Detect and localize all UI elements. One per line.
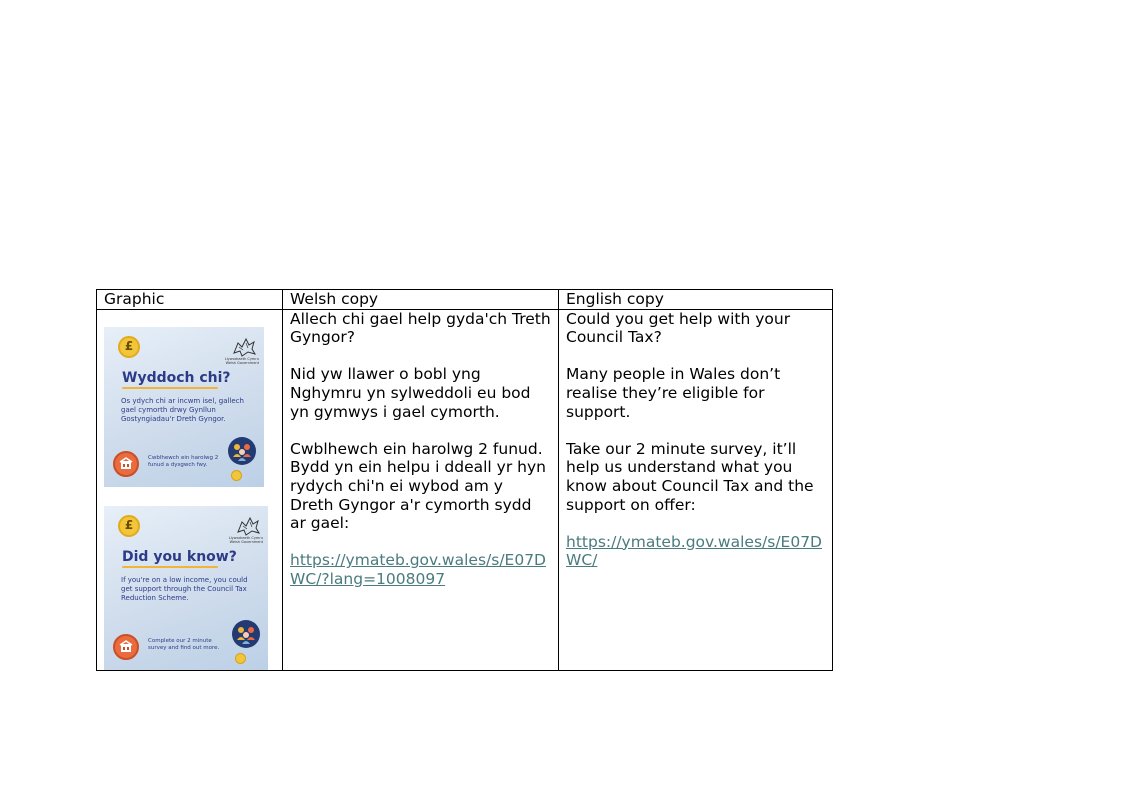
house-icon — [113, 634, 139, 660]
house-icon — [113, 451, 139, 477]
welsh-question: Allech chi gael help gyda'ch Treth Gyngor? — [290, 309, 551, 347]
welsh-survey-text: Cwblhewch ein harolwg 2 funud. Bydd yn ein helpu i ddeall yr hyn rydych chi'n ei wybod am y Dreth Gyngor a'r cymorth sydd ar gael: — [290, 439, 546, 533]
english-link-paragraph — [566, 533, 825, 570]
poster-call-to-action: Cwblhewch ein harolwg 2 funud a dysgwch fwy. — [148, 454, 219, 468]
english-survey-text: Take our 2 minute survey, it’ll help us understand what you know about Council Tax and the support on offer: — [566, 439, 814, 514]
welsh-copy-cell — [283, 309, 559, 670]
poster-title: Did you know? — [122, 548, 237, 565]
english-survey-link[interactable]: https://ymateb.gov.wales/s/E07DWC/ — [566, 532, 822, 570]
welsh-paragraph: Nid yw llawer o bobl yng Nghymru yn sylweddoli eu bod yn gymwys i gael cymorth. — [290, 365, 531, 421]
people-icon — [232, 620, 260, 648]
english-paragraph: Many people in Wales don’t realise they’re eligible for support. — [566, 365, 781, 421]
poster-body-text: Os ydych chi ar incwm isel, gallech gael cymorth drwy Gynllun Gostyngiadau'r Dreth Gyngor. — [121, 396, 244, 423]
english-copy-cell — [559, 309, 833, 670]
english-question: Could you get help with your Council Tax? — [566, 309, 791, 347]
poster-title: Wyddoch chi? — [122, 369, 231, 386]
government-logo-text: Llywodraeth Cymru Welsh Government — [224, 356, 259, 365]
government-logo-text: Llywodraeth Cymru Welsh Government — [228, 535, 263, 544]
content-table — [96, 289, 833, 671]
header-graphic: Graphic — [97, 290, 283, 310]
pound-coin-icon: £ — [118, 336, 140, 358]
pound-coin-icon: £ — [118, 515, 140, 537]
small-coin-icon — [231, 470, 242, 481]
header-welsh-copy: Welsh copy — [283, 290, 559, 310]
table-row — [97, 309, 833, 670]
small-coin-icon — [235, 653, 246, 664]
welsh-poster-image — [104, 327, 264, 487]
poster-body-text: If you're on a low income, you could get support through the Council Tax Reduction Scheme. — [121, 575, 248, 602]
welsh-survey-link[interactable]: https://ymateb.gov.wales/s/E07DWC/?lang=1008097 — [290, 551, 546, 588]
poster-call-to-action: Complete our 2 minute survey and find out more. — [148, 637, 220, 651]
welsh-link-paragraph — [290, 551, 551, 588]
people-icon — [228, 437, 256, 465]
graphic-cell — [97, 309, 283, 670]
english-poster-image — [104, 506, 268, 670]
table-header-row — [97, 290, 833, 310]
title-underline — [122, 566, 218, 568]
title-underline — [122, 387, 218, 389]
header-english-copy: English copy — [559, 290, 833, 310]
